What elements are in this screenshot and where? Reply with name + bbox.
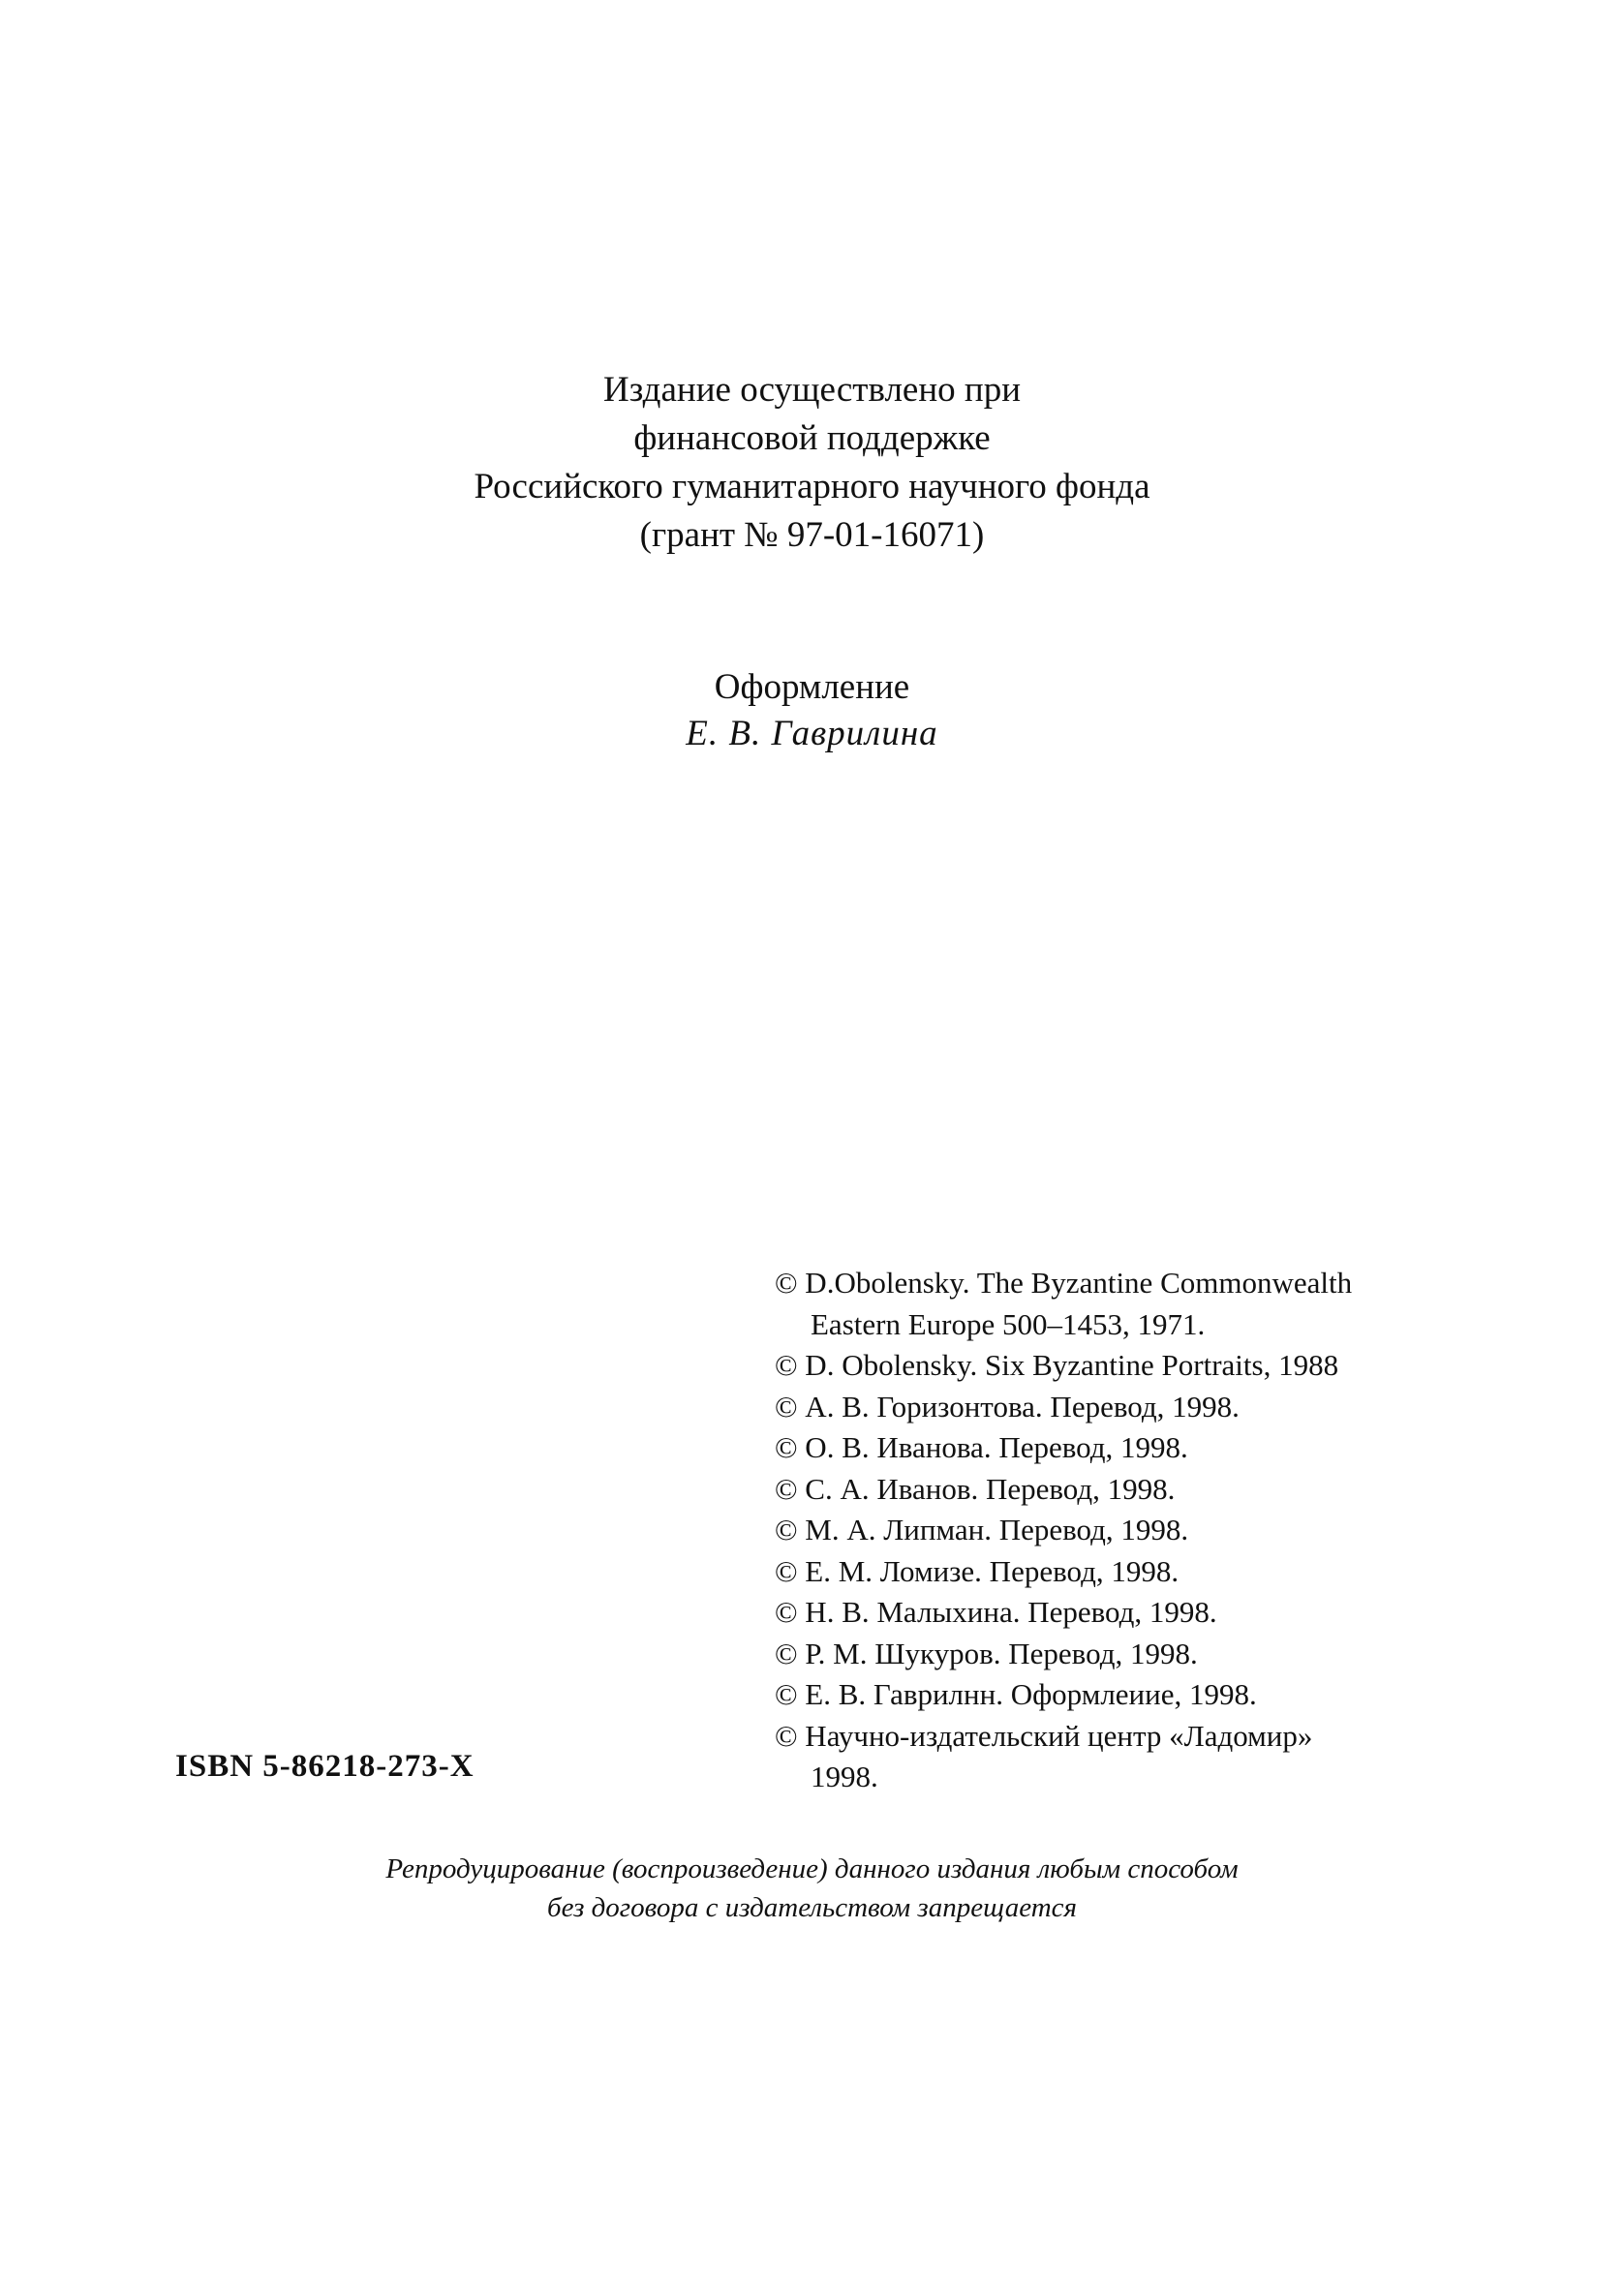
copyright-entry-continuation: Eastern Europe 500–1453, 1971. bbox=[811, 1306, 1206, 1341]
copyright-entry-continuation: 1998. bbox=[811, 1760, 878, 1793]
funding-line: Российского гуманитарного научного фонда bbox=[474, 467, 1150, 506]
funding-line: финансовой поддержке bbox=[633, 418, 991, 458]
isbn-number: ISBN 5-86218-273-X bbox=[175, 1749, 475, 1784]
design-credit bbox=[0, 664, 1624, 757]
funding-line: Издание осуществлено при bbox=[603, 370, 1021, 410]
copyright-entry: © А. В. Горизонтова. Перевод, 1998. bbox=[775, 1389, 1240, 1424]
copyright-entry: © М. А. Липман. Перевод, 1998. bbox=[775, 1513, 1189, 1546]
copyright-entry: © D.Obolensky. The Byzantine Commonwealth bbox=[775, 1266, 1353, 1300]
copyright-entry: © D. Obolensky. Six Byzantine Portraits, 1988 bbox=[775, 1348, 1339, 1382]
designer-name: Е. В. Гаврилина bbox=[686, 714, 938, 753]
funding-notice bbox=[0, 366, 1624, 560]
notice-line: без договора с издательством запрещается bbox=[547, 1892, 1077, 1923]
reproduction-notice bbox=[0, 1850, 1624, 1927]
copyright-entry: © Е. М. Ломизе. Перевод, 1998. bbox=[775, 1553, 1180, 1588]
copyright-entry: © О. В. Иванова. Перевод, 1998. bbox=[775, 1430, 1188, 1464]
notice-line: Репродуцирование (воспроизведение) данного издания любым способом bbox=[385, 1853, 1239, 1884]
copyright-entry: © Н. В. Малыхина. Перевод, 1998. bbox=[775, 1595, 1217, 1629]
design-label: Оформление bbox=[714, 667, 910, 707]
copyright-list bbox=[775, 1263, 1472, 1798]
grant-number: (грант № 97-01-16071) bbox=[639, 515, 985, 555]
copyright-entry: © Научно-издательский центр «Ладомир» bbox=[775, 1718, 1313, 1753]
copyright-entry: © С. А. Иванов. Перевод, 1998. bbox=[775, 1471, 1176, 1506]
copyright-entry: © Р. М. Шукуров. Перевод, 1998. bbox=[775, 1636, 1198, 1670]
copyright-entry: © Е. В. Гаврилнн. Оформлеиие, 1998. bbox=[775, 1677, 1257, 1711]
